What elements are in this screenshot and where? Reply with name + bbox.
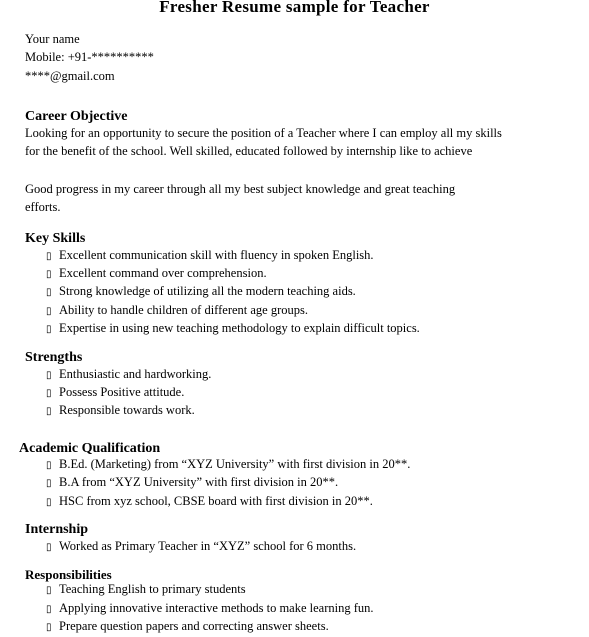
key-skill-text: Excellent command over comprehension. [59, 266, 267, 280]
bullet-icon: ▯ [46, 251, 52, 262]
contact-mobile: Mobile: +91-********** [25, 50, 154, 64]
academic-text: B.A from “XYZ University” with first division in 20**. [59, 475, 339, 489]
bullet-icon: ▯ [46, 269, 52, 280]
bullet-icon: ▯ [46, 585, 52, 596]
career-objective-line: efforts. [25, 200, 61, 214]
bullet-icon: ▯ [46, 324, 52, 335]
strength-text: Possess Positive attitude. [59, 385, 185, 399]
academic-text: HSC from xyz school, CBSE board with first division in 20**. [59, 494, 373, 508]
responsibility-item [46, 619, 329, 635]
key-skill-text: Ability to handle children of different age groups. [59, 303, 309, 317]
career-objective-heading: Career Objective [25, 109, 128, 124]
strength-item [46, 367, 211, 383]
bullet-icon: ▯ [46, 370, 52, 381]
career-objective-line: for the benefit of the school. Well skilled, educated followed by internship like to achieve [25, 144, 473, 158]
internship-text: Worked as Primary Teacher in “XYZ” school for 6 months. [59, 539, 357, 553]
strengths-heading: Strengths [25, 350, 83, 365]
career-objective-line: Good progress in my career through all my best subject knowledge and great teaching [25, 182, 456, 196]
key-skill-item [46, 266, 267, 282]
responsibility-item [46, 601, 374, 617]
bullet-icon: ▯ [46, 478, 52, 489]
internship-item [46, 539, 356, 555]
key-skill-item [46, 303, 308, 319]
page-title: Fresher Resume sample for Teacher [159, 0, 430, 16]
contact-name: Your name [25, 32, 80, 46]
key-skill-text: Excellent communication skill with fluency in spoken English. [59, 248, 374, 262]
responsibility-text: Applying innovative interactive methods to make learning fun. [59, 601, 374, 615]
academic-item [46, 475, 338, 491]
bullet-icon: ▯ [46, 622, 52, 633]
academic-item [46, 494, 373, 510]
key-skill-item [46, 248, 374, 264]
bullet-icon: ▯ [46, 306, 52, 317]
bullet-icon: ▯ [46, 497, 52, 508]
key-skill-item [46, 284, 356, 300]
responsibility-item [46, 582, 246, 598]
bullet-icon: ▯ [46, 542, 52, 553]
bullet-icon: ▯ [46, 460, 52, 471]
bullet-icon: ▯ [46, 604, 52, 615]
strength-text: Responsible towards work. [59, 403, 195, 417]
bullet-icon: ▯ [46, 287, 52, 298]
academic-item [46, 457, 410, 473]
key-skill-text: Strong knowledge of utilizing all the modern teaching aids. [59, 284, 356, 298]
academic-heading: Academic Qualification [19, 441, 161, 456]
strength-text: Enthusiastic and hardworking. [59, 367, 212, 381]
strength-item [46, 403, 195, 419]
internship-heading: Internship [25, 522, 89, 537]
strength-item [46, 385, 184, 401]
responsibility-text: Teaching English to primary students [59, 582, 246, 596]
academic-text: B.Ed. (Marketing) from “XYZ University” with first division in 20**. [59, 457, 411, 471]
bullet-icon: ▯ [46, 388, 52, 399]
bullet-icon: ▯ [46, 406, 52, 417]
responsibilities-heading: Responsibilities [25, 567, 112, 582]
key-skills-heading: Key Skills [25, 231, 86, 246]
key-skill-item [46, 321, 420, 337]
career-objective-line: Looking for an opportunity to secure the position of a Teacher where I can employ all my skills [25, 126, 502, 140]
contact-email: ****@gmail.com [25, 69, 115, 83]
responsibility-text: Prepare question papers and correcting answer sheets. [59, 619, 329, 633]
key-skill-text: Expertise in using new teaching methodology to explain difficult topics. [59, 321, 420, 335]
